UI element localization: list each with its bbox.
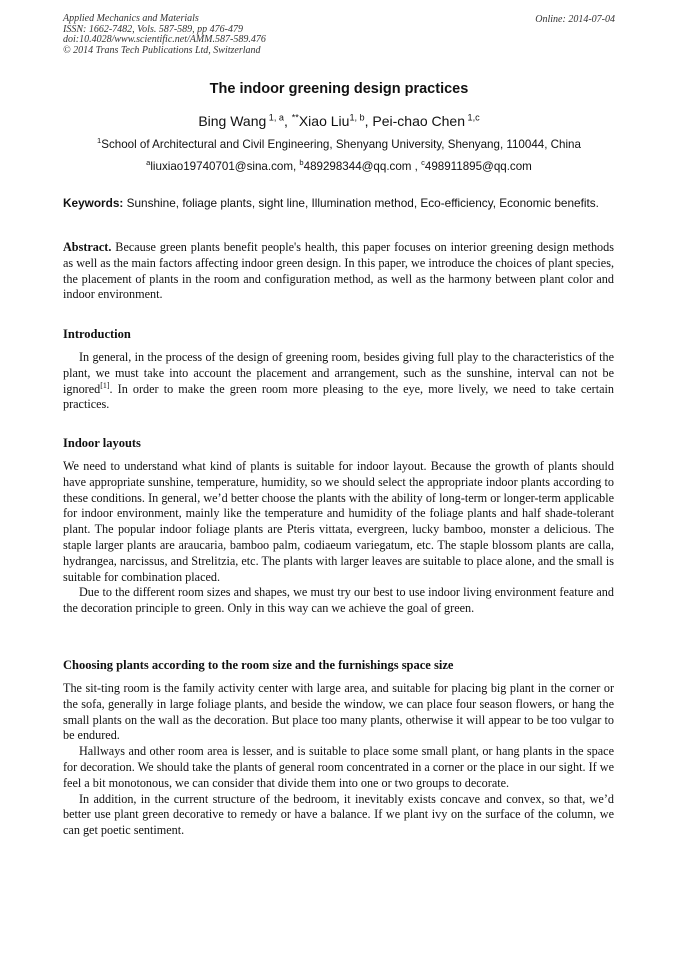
journal-name: Applied Mechanics and Materials [63, 13, 199, 24]
abstract-label: Abstract. [63, 240, 112, 254]
author-superscript: 1, a [266, 112, 284, 123]
paragraph: Due to the different room sizes and shapes, we must try our best to use indoor living environment feature and the decoration principle to green. Only in this way can we achieve the goal of green. [63, 585, 614, 616]
affiliation [0, 138, 678, 151]
indoor-layouts-body [63, 459, 614, 617]
author-superscript: 1,c [465, 112, 480, 123]
introduction-body [63, 350, 614, 413]
paragraph-text: . In order to make the green room more pleasing to the eye, more lively, we need to take certain practices. [63, 381, 614, 412]
copyright-line: © 2014 Trans Tech Publications Ltd, Switzerland [63, 44, 261, 56]
paragraph: Hallways and other room area is lesser, and is suitable to place some small plant, or hang plants in the space for decoration. We should take the plants of general room concentrated in a corner or the place in our sight. If we feel a bit monotonous, we can consider that divide them into one or two groups to decorate. [63, 744, 614, 790]
email-address: 489298344@qq.com , [303, 160, 422, 173]
affiliation-text: School of Architectural and Civil Engineering, Shenyang University, Shenyang, 110044, China [101, 138, 581, 151]
abstract-text: Because green plants benefit people's health, this paper focuses on interior greening design methods as well as the main factors affecting indoor green design. In this paper, we introduce the choices of plant species, the placement of plants in the room and configuration method, as well as the harmony between plant color and indoor environment. [63, 240, 614, 302]
paragraph: In addition, in the current structure of the bedroom, it inevitably exists concave and convex, so that, we’d better use plant green decorative to remedy or have a balance. If we plant ivy on the surface of the column, we can get poetic sentiment. [63, 791, 614, 838]
affiliation-superscript: 1 [97, 136, 102, 146]
author-line: Bing Wang $^{1, a}$, **Xiao Liu$^{1, b}$, Pei-chao Chen $^{1,c}$ [198, 112, 480, 129]
corresponding-mark: ** [291, 112, 299, 123]
doi-line: doi:10.4028/www.scientific.net/AMM.587-589.476 [63, 34, 266, 46]
paper-title: The indoor greening design practices [209, 81, 469, 97]
keywords-text: Sunshine, foliage plants, sight line, Illumination method, Eco-efficiency, Economic benefits. [123, 196, 599, 210]
keywords [63, 196, 614, 211]
issn-line: ISSN: 1662-7482, Vols. 587-589, pp 476-479 [63, 23, 243, 35]
choosing-plants-body [63, 681, 614, 839]
email-address: liuxiao19740701@sina.com, [150, 160, 300, 173]
author-name: Pei-chao Chen [372, 113, 466, 129]
author-name: Bing Wang [198, 113, 267, 129]
paragraph: We need to understand what kind of plants is suitable for indoor layout. Because the growth of plants should have appropriate sunshine, temperature, humidity, so we should select the appropriate indoor plants according to these conditions. In general, we’d better choose the plants with the ability of long-term or longer-term applicable for indoor environment, mainly like the temperature and humidity of the foliage plants and half shade-tolerant plant. The popular indoor foliage plants are Pteris vittata, evergreen, lucky bamboo, monster a delicious. The staple larger plants are araucaria, bamboo palm, codiaeum variegatum, etc. The staple blossom plants are calla, hydrangea, narcissus, and Strelitzia, etc. The plants with larger leaves are suitable to place alone, and the small is suitable for combination placed. [63, 459, 614, 584]
email-address: 498911895@qq.com [424, 160, 532, 173]
abstract [63, 240, 614, 303]
paragraph-text: In general, in the process of the design of greening room, besides giving full play to the characteristics of the plant, we must take into account the placement and arrangement, such as the sunshine, interval can not be ignored [63, 350, 614, 396]
section-heading-indoor-layouts: Indoor layouts [63, 436, 141, 450]
section-heading-choosing-plants: Choosing plants according to the room size and the furnishings space size [63, 658, 454, 672]
email-superscript: a [146, 158, 151, 168]
email-superscript: c [421, 158, 425, 168]
author-name: Xiao Liu [298, 113, 350, 129]
author-superscript: 1, b [349, 112, 365, 123]
journal-header [63, 14, 266, 56]
online-date: Online: 2014-07-04 [535, 14, 615, 25]
citation-reference: [1] [100, 380, 110, 390]
keywords-label: Keywords: [63, 196, 124, 210]
email-superscript: b [299, 158, 304, 168]
email-line [0, 160, 678, 173]
paragraph: The sit-ting room is the family activity center with large area, and suitable for placing big plant in the corner or the sofa, generally in large foliage plants, and beside the window, we can place four season flowers, or hang the small plants on the wall as the decoration. But place too many plants, otherwise it will appear to be too vulgar to be endured. [63, 681, 614, 743]
section-heading-introduction: Introduction [63, 327, 131, 341]
